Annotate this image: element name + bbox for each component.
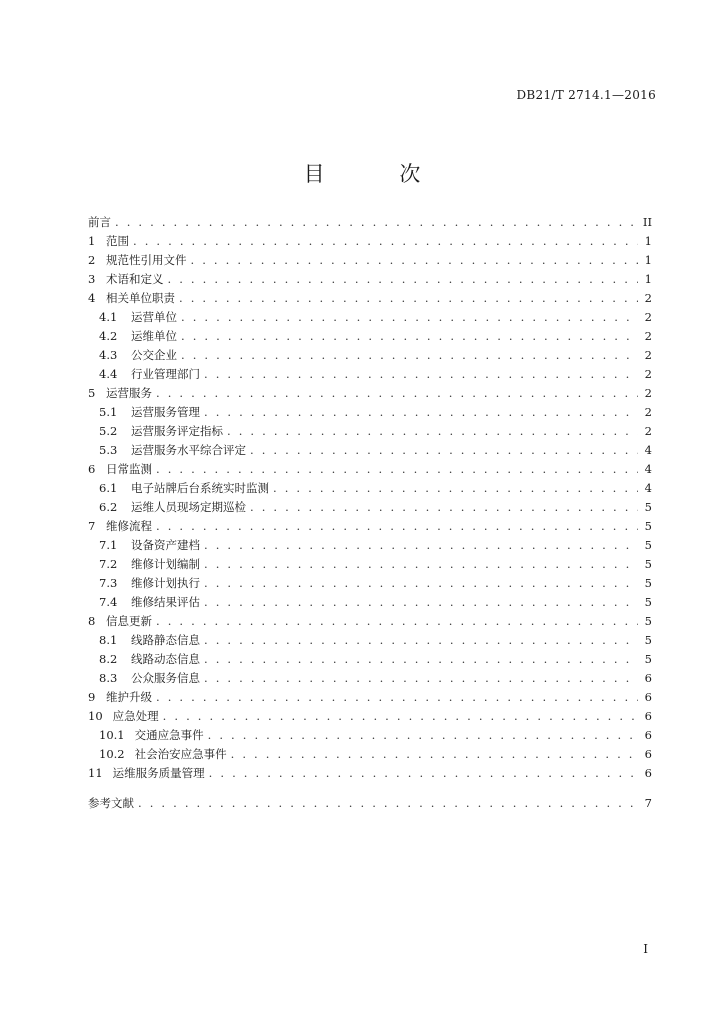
toc-entry[interactable] bbox=[88, 422, 652, 441]
toc-leader-dots bbox=[208, 726, 638, 745]
toc-entry-title: 电子站牌后台系统实时监测 bbox=[131, 481, 269, 495]
toc-leader-dots bbox=[231, 745, 638, 764]
toc-entry-number: 2 bbox=[88, 253, 96, 267]
toc-entry-title: 交通应急事件 bbox=[134, 728, 204, 742]
toc-entry-page: 5 bbox=[644, 595, 652, 609]
toc-leader-dots bbox=[204, 650, 638, 669]
toc-entry[interactable] bbox=[88, 707, 652, 726]
toc-entry-title: 行业管理部门 bbox=[131, 367, 200, 381]
toc-leader-dots bbox=[204, 555, 638, 574]
toc-entry-title: 维修计划执行 bbox=[131, 576, 200, 590]
toc-entry-title: 运维人员现场定期巡检 bbox=[131, 500, 246, 514]
toc-leader-dots bbox=[204, 631, 638, 650]
toc-entry-page: 2 bbox=[644, 291, 652, 305]
toc-entry-page: 6 bbox=[644, 728, 652, 742]
toc-entry-page: 4 bbox=[644, 481, 652, 495]
toc-entry-title: 社会治安应急事件 bbox=[134, 747, 227, 761]
toc-entry-title: 维修流程 bbox=[106, 519, 152, 533]
toc-entry-number: 10.2 bbox=[99, 747, 125, 761]
toc-leader-dots bbox=[181, 327, 638, 346]
toc-entry-number: 7.3 bbox=[99, 576, 118, 590]
toc-entry-title: 日常监测 bbox=[106, 462, 152, 476]
toc-entry-number: 4 bbox=[88, 291, 96, 305]
toc-entry-page: 6 bbox=[644, 690, 652, 704]
toc-entry-page: 5 bbox=[644, 614, 652, 628]
toc-entry-title: 运营服务 bbox=[106, 386, 152, 400]
toc-entry-title: 线路静态信息 bbox=[131, 633, 200, 647]
toc-entry-number: 1 bbox=[88, 234, 96, 248]
document-code: DB21/T 2714.1—2016 bbox=[516, 88, 656, 102]
toc-entry-title: 规范性引用文件 bbox=[106, 253, 187, 267]
toc-entry-page: 4 bbox=[644, 462, 652, 476]
toc-entry-number: 5.1 bbox=[99, 405, 118, 419]
toc-leader-dots bbox=[156, 612, 638, 631]
toc-entry-number: 10 bbox=[88, 709, 103, 723]
toc-leader-dots bbox=[204, 365, 638, 384]
toc-leader-dots bbox=[204, 669, 638, 688]
toc-entry[interactable] bbox=[88, 365, 652, 384]
toc-entry[interactable] bbox=[88, 536, 652, 555]
toc-entry-title: 参考文献 bbox=[88, 796, 134, 810]
toc-entry-number: 7.4 bbox=[99, 595, 118, 609]
toc-entry-number: 8 bbox=[88, 614, 96, 628]
toc-entry-title: 应急处理 bbox=[112, 709, 159, 723]
page-number: I bbox=[643, 942, 648, 956]
toc-entry-number: 11 bbox=[88, 766, 103, 780]
toc-entry[interactable] bbox=[88, 270, 652, 289]
toc-entry-page: 7 bbox=[644, 796, 652, 810]
toc-entry-title: 公众服务信息 bbox=[131, 671, 200, 685]
toc-entry[interactable] bbox=[88, 479, 652, 498]
page-title: 目 次 bbox=[303, 162, 455, 186]
toc-entry-title: 运维服务质量管理 bbox=[112, 766, 205, 780]
toc-entry-title: 运营服务水平综合评定 bbox=[131, 443, 246, 457]
toc-entry-page: 4 bbox=[644, 443, 652, 457]
toc-leader-dots bbox=[204, 536, 638, 555]
toc-entry[interactable] bbox=[88, 346, 652, 365]
toc-entry[interactable] bbox=[88, 764, 652, 783]
toc-entry-number: 6.1 bbox=[99, 481, 118, 495]
toc-leader-dots bbox=[181, 346, 638, 365]
toc-entry[interactable] bbox=[88, 688, 652, 707]
toc-entry-number: 4.3 bbox=[99, 348, 118, 362]
toc-entry-page: II bbox=[642, 215, 652, 229]
toc-entry[interactable] bbox=[88, 555, 652, 574]
toc-leader-dots bbox=[204, 403, 638, 422]
toc-entry-title: 运维单位 bbox=[131, 329, 177, 343]
toc-entry-page: 6 bbox=[644, 709, 652, 723]
toc-entry-number: 4.1 bbox=[99, 310, 118, 324]
toc-leader-dots bbox=[181, 308, 638, 327]
toc-leader-dots bbox=[273, 479, 638, 498]
toc-entry[interactable] bbox=[88, 612, 652, 631]
toc-entry[interactable] bbox=[88, 650, 652, 669]
toc-leader-dots bbox=[168, 270, 639, 289]
toc-leader-dots bbox=[179, 289, 638, 308]
toc-entry-title: 信息更新 bbox=[106, 614, 152, 628]
toc-leader-dots bbox=[156, 517, 638, 536]
toc-entry-number: 8.1 bbox=[99, 633, 118, 647]
toc-entry-page: 5 bbox=[644, 500, 652, 514]
toc-entry-title: 线路动态信息 bbox=[131, 652, 200, 666]
toc-entry-page: 5 bbox=[644, 633, 652, 647]
toc-entry-title: 运营服务评定指标 bbox=[131, 424, 223, 438]
toc-entry-number: 4.4 bbox=[99, 367, 118, 381]
toc-entry-page: 2 bbox=[644, 310, 652, 324]
toc-entry-title: 相关单位职责 bbox=[106, 291, 175, 305]
toc-entry-title: 维修结果评估 bbox=[131, 595, 200, 609]
toc-leader-dots bbox=[156, 384, 638, 403]
toc-entry-number: 6 bbox=[88, 462, 96, 476]
toc-entry-number: 6.2 bbox=[99, 500, 118, 514]
toc-entry-title: 前言 bbox=[88, 215, 111, 229]
toc-entry-page: 6 bbox=[644, 766, 652, 780]
toc-entry[interactable] bbox=[88, 441, 652, 460]
toc-entry[interactable] bbox=[88, 251, 652, 270]
toc-entry-number: 8.3 bbox=[99, 671, 118, 685]
toc-entry-page: 1 bbox=[644, 234, 652, 248]
toc-entry-number: 9 bbox=[88, 690, 96, 704]
toc-entry-page: 6 bbox=[644, 747, 652, 761]
toc-entry-number: 5 bbox=[88, 386, 96, 400]
toc-leader-dots bbox=[138, 794, 638, 813]
toc-entry-title: 维修计划编制 bbox=[131, 557, 200, 571]
toc-entry-title: 术语和定义 bbox=[106, 272, 164, 286]
toc-entry-page: 2 bbox=[644, 367, 652, 381]
toc-entry-page: 1 bbox=[644, 253, 652, 267]
toc-entry[interactable] bbox=[88, 232, 652, 251]
toc-entry[interactable] bbox=[88, 517, 652, 536]
toc-entry-page: 2 bbox=[644, 386, 652, 400]
toc-leader-dots bbox=[163, 707, 638, 726]
toc-entry-page: 2 bbox=[644, 424, 652, 438]
toc-leader-dots bbox=[156, 460, 638, 479]
toc-entry-title: 设备资产建档 bbox=[131, 538, 200, 552]
toc-leader-dots bbox=[191, 251, 639, 270]
toc-leader-dots bbox=[204, 574, 638, 593]
toc-entry[interactable] bbox=[88, 574, 652, 593]
toc-entry[interactable] bbox=[88, 745, 652, 764]
toc-leader-dots bbox=[156, 688, 638, 707]
toc-entry-title: 运营单位 bbox=[131, 310, 177, 324]
toc-entry-title: 运营服务管理 bbox=[131, 405, 200, 419]
toc-entry[interactable] bbox=[88, 460, 652, 479]
table-of-contents bbox=[88, 213, 652, 813]
toc-entry[interactable] bbox=[88, 384, 652, 403]
toc-entry[interactable] bbox=[88, 631, 652, 650]
toc-entry-number: 3 bbox=[88, 272, 96, 286]
toc-leader-dots bbox=[250, 441, 638, 460]
toc-entry-page: 2 bbox=[644, 348, 652, 362]
toc-entry-number: 7.2 bbox=[99, 557, 118, 571]
toc-entry-number: 8.2 bbox=[99, 652, 118, 666]
toc-entry-title: 范围 bbox=[106, 234, 129, 248]
toc-leader-dots bbox=[250, 498, 638, 517]
toc-entry-number: 7.1 bbox=[99, 538, 118, 552]
toc-entry-number: 5.2 bbox=[99, 424, 118, 438]
toc-entry-number: 10.1 bbox=[99, 728, 125, 742]
toc-leader-dots bbox=[209, 764, 638, 783]
toc-entry[interactable] bbox=[88, 498, 652, 517]
toc-entry[interactable] bbox=[88, 308, 652, 327]
toc-entry[interactable] bbox=[88, 289, 652, 308]
toc-entry-page: 2 bbox=[644, 405, 652, 419]
toc-entry-title: 维护升级 bbox=[106, 690, 152, 704]
toc-entry-title: 公交企业 bbox=[131, 348, 177, 362]
toc-entry-page: 5 bbox=[644, 519, 652, 533]
toc-entry-page: 5 bbox=[644, 538, 652, 552]
toc-leader-dots bbox=[227, 422, 638, 441]
toc-entry[interactable] bbox=[88, 327, 652, 346]
toc-entry-page: 6 bbox=[644, 671, 652, 685]
toc-entry-number: 7 bbox=[88, 519, 96, 533]
toc-entry[interactable] bbox=[88, 593, 652, 612]
toc-leader-dots bbox=[133, 232, 638, 251]
toc-leader-dots bbox=[115, 213, 638, 232]
toc-entry-page: 2 bbox=[644, 329, 652, 343]
toc-entry-number: 5.3 bbox=[99, 443, 118, 457]
toc-entry[interactable] bbox=[88, 794, 652, 813]
toc-entry-page: 1 bbox=[644, 272, 652, 286]
toc-entry-number: 4.2 bbox=[99, 329, 118, 343]
toc-entry[interactable] bbox=[88, 669, 652, 688]
toc-entry-page: 5 bbox=[644, 557, 652, 571]
toc-entry-page: 5 bbox=[644, 652, 652, 666]
toc-leader-dots bbox=[204, 593, 638, 612]
toc-entry-page: 5 bbox=[644, 576, 652, 590]
toc-entry[interactable] bbox=[88, 726, 652, 745]
toc-entry[interactable] bbox=[88, 213, 652, 232]
toc-entry[interactable] bbox=[88, 403, 652, 422]
